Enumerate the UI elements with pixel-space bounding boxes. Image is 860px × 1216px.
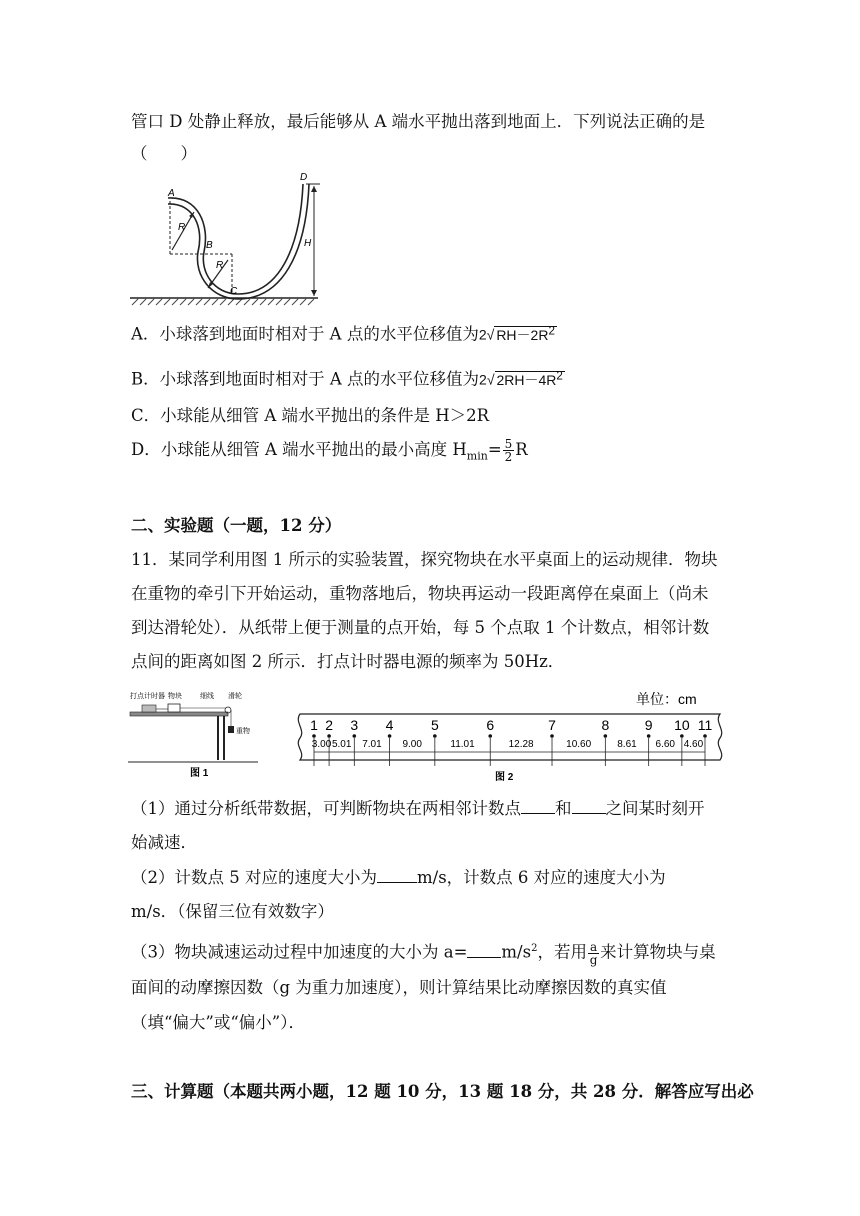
- q11-line4: 点间的距离如图 2 所示．打点计时器电源的频率为 50Hz．: [131, 652, 565, 671]
- svg-text:细线: 细线: [200, 693, 214, 700]
- q10-option-d: D．小球能从细管 A 端水平抛出的最小高度 $H_{min}=$ $\frac{5}{2}$ R: [131, 437, 528, 464]
- q11-line1: 11．某同学利用图 1 所示的实验装置，探究物块在水平桌面上的运动规律．物块: [131, 550, 718, 569]
- fraction-5-2: $\frac{5}{2}$: [504, 437, 513, 464]
- fraction-a-over-g: $\frac{a}{g}$: [589, 939, 598, 967]
- q11-part3-line1: （3）物块减速运动过程中加速度的大小为 $a= m/s^2$，若用 $\frac{a}{g}$ 来计算物块与桌: [131, 939, 716, 967]
- q10-option-a: A．小球落到地面时相对于 A 点的水平位移值为2√ $RH-2R^2$: [131, 319, 557, 347]
- tape-distance-label: 9.00: [402, 739, 422, 750]
- tape-distance-label: 5.01: [331, 739, 352, 750]
- label-H: H: [304, 238, 312, 249]
- figure-1: [128, 688, 278, 778]
- q10-stem-line2: （ ）: [131, 144, 197, 163]
- svg-text:滑轮: 滑轮: [228, 693, 242, 700]
- tape-point: [647, 734, 651, 738]
- tape-distance-label: 6.60: [655, 739, 675, 750]
- tape-point-label: 10: [674, 717, 690, 733]
- svg-text:图 1: 图 1: [190, 768, 209, 778]
- answer-blank[interactable]: [377, 866, 417, 883]
- tape-point: [312, 734, 316, 738]
- q11-part1-line2: 始减速．: [131, 833, 197, 852]
- q11-part3-line2: 面间的动摩擦因数（g 为重力加速度），则计算结果比动摩擦因数的真实值: [131, 978, 667, 997]
- tape-point-label: 7: [548, 717, 556, 733]
- tape-point: [703, 734, 707, 738]
- q10-option-b: B．小球落到地面时相对于 A 点的水平位移值为2√ $2RH-4R^2$: [131, 364, 565, 392]
- tape-distance-label: 4.60: [683, 739, 704, 750]
- tape-point-label: 5: [430, 717, 439, 733]
- tape-point: [327, 734, 331, 738]
- section3-title: 三、计算题（本题共两小题，12 题 10 分，13 题 18 分，共 28 分．解答应写出必: [131, 1082, 754, 1101]
- tape-point: [680, 734, 684, 738]
- label-C: C: [230, 286, 238, 297]
- q11-part3-line3: （填“偏大”或“偏小”）．: [131, 1013, 305, 1032]
- option-b-formula: 2√ $2RH-4R^2$: [479, 369, 563, 388]
- tape-distance-label: 10.60: [566, 739, 592, 750]
- q11-part2-line2: m/s．（保留三位有效数字）: [131, 902, 334, 921]
- q11-part2-line1: （2）计数点 5 对应的速度大小为 m/s，计数点 6 对应的速度大小为: [131, 868, 666, 887]
- q11-part1-line1: （1）通过分析纸带数据，可判断物块在两相邻计数点 和 之间某时刻开: [131, 799, 705, 818]
- tape-distance-label: 7.01: [362, 739, 382, 750]
- tape-point: [433, 734, 437, 738]
- tape-point: [352, 734, 356, 738]
- tape-point-label: 1: [310, 717, 318, 733]
- tape-distance-label: 11.01: [450, 739, 475, 750]
- q10-figure: [128, 170, 328, 308]
- q10-option-c: C．小球能从细管 A 端水平抛出的条件是 H＞2R: [131, 406, 490, 425]
- tape-point-label: 3: [350, 717, 359, 733]
- q10-stem-line1: 管口 D 处静止释放，最后能够从 A 端水平抛出落到地面上．下列说法正确的是: [131, 112, 706, 131]
- tape-point: [550, 734, 554, 738]
- option-a-formula: 2√ $RH-2R^2$: [478, 324, 555, 343]
- label-B: B: [206, 240, 213, 251]
- tape-point-label: 2: [325, 717, 333, 733]
- section2-title: 二、实验题（一题，12 分）: [131, 516, 342, 535]
- svg-text:重物: 重物: [236, 728, 250, 735]
- q11-line2: 在重物的牵引下开始运动，重物落地后，物块再运动一段距离停在桌面上（尚未: [131, 584, 709, 603]
- tape-point-label: 6: [486, 717, 495, 733]
- tape-point: [604, 734, 608, 738]
- label-D: D: [300, 172, 308, 183]
- svg-text:物块: 物块: [168, 693, 182, 700]
- tape-point: [388, 734, 392, 738]
- label-R2: R: [216, 260, 224, 271]
- svg-text:图 2: 图 2: [495, 772, 514, 782]
- answer-blank[interactable]: [467, 941, 501, 958]
- answer-blank[interactable]: [521, 797, 555, 814]
- label-A: A: [168, 188, 175, 199]
- figure-2: [290, 686, 730, 782]
- tape-distance-label: 3.00: [311, 739, 332, 750]
- tape-point-label: 11: [697, 717, 713, 733]
- answer-blank[interactable]: [572, 797, 606, 814]
- tape-point-label: 8: [601, 717, 610, 733]
- svg-text:打点计时器: 打点计时器: [130, 693, 165, 700]
- tape-point-label: 9: [644, 717, 653, 733]
- label-R1: R: [178, 222, 186, 233]
- tape-point-label: 4: [385, 717, 394, 733]
- q11-line3: 到达滑轮处）．从纸带上便于测量的点开始，每 5 个点取 1 个计数点，相邻计数: [131, 618, 710, 637]
- tape-point: [488, 734, 492, 738]
- tape-distance-label: 12.28: [508, 739, 534, 750]
- svg-text:单位：cm: 单位：cm: [636, 691, 697, 707]
- tape-distance-label: 8.61: [617, 739, 637, 750]
